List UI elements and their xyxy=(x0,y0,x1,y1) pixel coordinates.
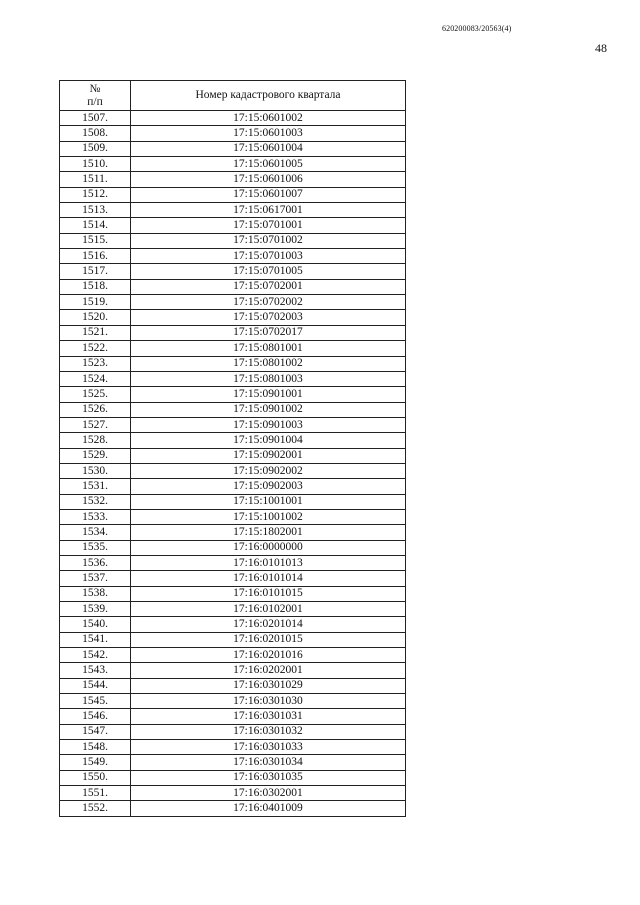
row-number: 1539. xyxy=(60,602,131,617)
row-number: 1522. xyxy=(60,341,131,356)
row-number: 1550. xyxy=(60,770,131,785)
row-cadastral-code: 17:15:0901004 xyxy=(131,433,406,448)
row-cadastral-code: 17:16:0201014 xyxy=(131,617,406,632)
row-number: 1507. xyxy=(60,111,131,126)
row-cadastral-code: 17:15:0701001 xyxy=(131,218,406,233)
row-number: 1511. xyxy=(60,172,131,187)
row-cadastral-code: 17:16:0301033 xyxy=(131,740,406,755)
table-row xyxy=(60,172,406,187)
row-cadastral-code: 17:16:0301031 xyxy=(131,709,406,724)
row-number: 1547. xyxy=(60,724,131,739)
row-number: 1542. xyxy=(60,648,131,663)
row-cadastral-code: 17:15:0702017 xyxy=(131,325,406,340)
table-row xyxy=(60,157,406,172)
row-number: 1526. xyxy=(60,402,131,417)
row-cadastral-code: 17:15:0601003 xyxy=(131,126,406,141)
table-row xyxy=(60,433,406,448)
row-cadastral-code: 17:15:0701002 xyxy=(131,233,406,248)
row-number: 1543. xyxy=(60,663,131,678)
row-number: 1551. xyxy=(60,786,131,801)
row-cadastral-code: 17:15:0601006 xyxy=(131,172,406,187)
row-cadastral-code: 17:16:0201016 xyxy=(131,648,406,663)
page-number: 48 xyxy=(595,41,607,55)
row-cadastral-code: 17:15:0902001 xyxy=(131,448,406,463)
table-row xyxy=(60,755,406,770)
row-cadastral-code: 17:16:0101015 xyxy=(131,586,406,601)
table-row xyxy=(60,709,406,724)
row-cadastral-code: 17:16:0202001 xyxy=(131,663,406,678)
table-row xyxy=(60,770,406,785)
table-row xyxy=(60,126,406,141)
row-number: 1510. xyxy=(60,157,131,172)
row-cadastral-code: 17:15:0801002 xyxy=(131,356,406,371)
table-row xyxy=(60,632,406,647)
row-number: 1552. xyxy=(60,801,131,816)
row-number: 1538. xyxy=(60,586,131,601)
table-row xyxy=(60,740,406,755)
header-number-symbol: № xyxy=(89,82,101,95)
row-number: 1512. xyxy=(60,187,131,202)
row-number: 1509. xyxy=(60,141,131,156)
row-number: 1544. xyxy=(60,678,131,693)
header-number xyxy=(60,81,131,111)
row-cadastral-code: 17:16:0000000 xyxy=(131,540,406,555)
row-number: 1508. xyxy=(60,126,131,141)
row-cadastral-code: 17:15:0601002 xyxy=(131,111,406,126)
table-row xyxy=(60,525,406,540)
row-cadastral-code: 17:15:0901001 xyxy=(131,387,406,402)
row-number: 1513. xyxy=(60,203,131,218)
row-number: 1549. xyxy=(60,755,131,770)
header-row xyxy=(60,81,406,111)
table-row xyxy=(60,448,406,463)
table-row xyxy=(60,540,406,555)
row-cadastral-code: 17:16:0301034 xyxy=(131,755,406,770)
row-number: 1535. xyxy=(60,540,131,555)
row-cadastral-code: 17:15:1802001 xyxy=(131,525,406,540)
row-number: 1533. xyxy=(60,509,131,524)
table-row xyxy=(60,571,406,586)
row-cadastral-code: 17:15:0902003 xyxy=(131,479,406,494)
row-cadastral-code: 17:15:0701005 xyxy=(131,264,406,279)
row-cadastral-code: 17:16:0301035 xyxy=(131,770,406,785)
table-row xyxy=(60,387,406,402)
document-id: 620200083/20563(4) xyxy=(442,24,512,33)
row-cadastral-code: 17:16:0401009 xyxy=(131,801,406,816)
table-row xyxy=(60,233,406,248)
row-cadastral-code: 17:15:0702001 xyxy=(131,279,406,294)
row-cadastral-code: 17:15:1001002 xyxy=(131,509,406,524)
row-number: 1516. xyxy=(60,249,131,264)
table-row xyxy=(60,141,406,156)
row-number: 1519. xyxy=(60,295,131,310)
row-number: 1534. xyxy=(60,525,131,540)
table-row xyxy=(60,279,406,294)
row-cadastral-code: 17:16:0102001 xyxy=(131,602,406,617)
table-row xyxy=(60,371,406,386)
row-cadastral-code: 17:15:0702002 xyxy=(131,295,406,310)
row-cadastral-code: 17:16:0101013 xyxy=(131,555,406,570)
table-row xyxy=(60,325,406,340)
table-row xyxy=(60,555,406,570)
table-row xyxy=(60,509,406,524)
table-row xyxy=(60,494,406,509)
row-number: 1515. xyxy=(60,233,131,248)
row-cadastral-code: 17:15:0701003 xyxy=(131,249,406,264)
table-row xyxy=(60,724,406,739)
row-cadastral-code: 17:15:0702003 xyxy=(131,310,406,325)
row-number: 1532. xyxy=(60,494,131,509)
table-row xyxy=(60,663,406,678)
table-row xyxy=(60,602,406,617)
cadastral-quarters-table xyxy=(59,80,406,817)
row-number: 1548. xyxy=(60,740,131,755)
table-row xyxy=(60,187,406,202)
row-cadastral-code: 17:15:1001001 xyxy=(131,494,406,509)
row-cadastral-code: 17:16:0101014 xyxy=(131,571,406,586)
table-row xyxy=(60,264,406,279)
table-row xyxy=(60,249,406,264)
row-number: 1528. xyxy=(60,433,131,448)
table-body xyxy=(60,111,406,817)
table-row xyxy=(60,463,406,478)
row-number: 1525. xyxy=(60,387,131,402)
table-row xyxy=(60,617,406,632)
row-cadastral-code: 17:15:0601004 xyxy=(131,141,406,156)
table-row xyxy=(60,678,406,693)
row-number: 1529. xyxy=(60,448,131,463)
header-number-abbrev: п/п xyxy=(87,95,103,108)
table-row xyxy=(60,786,406,801)
row-cadastral-code: 17:15:0601007 xyxy=(131,187,406,202)
table-row xyxy=(60,111,406,126)
row-cadastral-code: 17:15:0901002 xyxy=(131,402,406,417)
table-row xyxy=(60,648,406,663)
table-row xyxy=(60,203,406,218)
table-row xyxy=(60,479,406,494)
row-number: 1541. xyxy=(60,632,131,647)
row-cadastral-code: 17:15:0901003 xyxy=(131,417,406,432)
row-cadastral-code: 17:15:0902002 xyxy=(131,463,406,478)
row-number: 1537. xyxy=(60,571,131,586)
row-cadastral-code: 17:16:0301029 xyxy=(131,678,406,693)
row-number: 1531. xyxy=(60,479,131,494)
table-row xyxy=(60,310,406,325)
row-number: 1514. xyxy=(60,218,131,233)
row-cadastral-code: 17:16:0302001 xyxy=(131,786,406,801)
row-number: 1530. xyxy=(60,463,131,478)
row-number: 1517. xyxy=(60,264,131,279)
row-cadastral-code: 17:16:0201015 xyxy=(131,632,406,647)
row-cadastral-code: 17:16:0301032 xyxy=(131,724,406,739)
row-number: 1546. xyxy=(60,709,131,724)
table-row xyxy=(60,417,406,432)
row-cadastral-code: 17:15:0617001 xyxy=(131,203,406,218)
table-row xyxy=(60,801,406,816)
row-number: 1518. xyxy=(60,279,131,294)
row-cadastral-code: 17:15:0601005 xyxy=(131,157,406,172)
row-number: 1527. xyxy=(60,417,131,432)
row-number: 1523. xyxy=(60,356,131,371)
header-cadastral-code: Номер кадастрового квартала xyxy=(131,81,406,111)
table-header xyxy=(60,81,406,111)
row-cadastral-code: 17:15:0801001 xyxy=(131,341,406,356)
table-row xyxy=(60,402,406,417)
row-number: 1536. xyxy=(60,555,131,570)
table-row xyxy=(60,694,406,709)
table-row xyxy=(60,586,406,601)
row-number: 1540. xyxy=(60,617,131,632)
table-row xyxy=(60,356,406,371)
row-number: 1545. xyxy=(60,694,131,709)
row-number: 1524. xyxy=(60,371,131,386)
table-row xyxy=(60,341,406,356)
table-row xyxy=(60,218,406,233)
row-cadastral-code: 17:15:0801003 xyxy=(131,371,406,386)
row-cadastral-code: 17:16:0301030 xyxy=(131,694,406,709)
table-row xyxy=(60,295,406,310)
row-number: 1521. xyxy=(60,325,131,340)
row-number: 1520. xyxy=(60,310,131,325)
